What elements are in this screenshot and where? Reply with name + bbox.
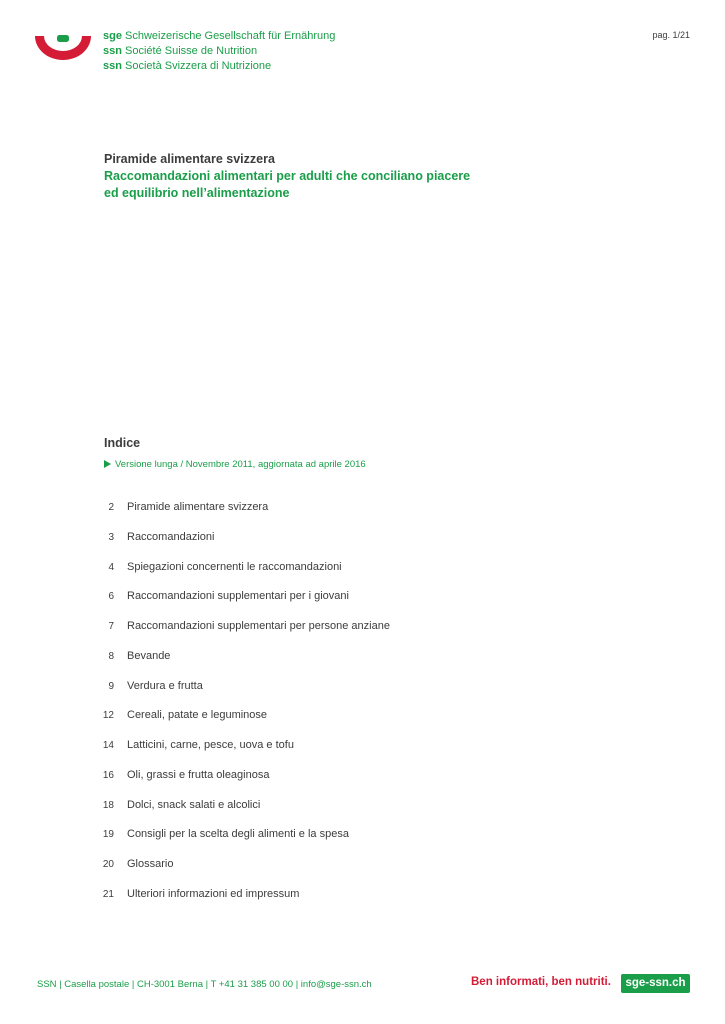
- toc-entry[interactable]: [90, 709, 390, 739]
- toc-label: Oli, grassi e frutta oleaginosa: [127, 768, 270, 781]
- page-number: pag. 1/21: [652, 30, 690, 40]
- toc-page-number: 12: [102, 710, 114, 722]
- toc-entry[interactable]: [90, 828, 390, 858]
- toc-page-number: 4: [108, 561, 114, 573]
- toc-label: Latticini, carne, pesce, uova e tofu: [127, 739, 294, 752]
- footer-slogan: Ben informati, ben nutriti.: [471, 976, 611, 988]
- toc-entry[interactable]: [90, 590, 390, 620]
- toc-entry[interactable]: [90, 888, 390, 918]
- toc-label: Cereali, patate e leguminose: [127, 709, 268, 722]
- toc-label: Raccomandazioni: [127, 530, 215, 543]
- document-subtitle: Raccomandazioni alimentari per adulti che conciliano piacere ed equilibrio nell’alimentazione: [104, 169, 471, 200]
- sge-logo-icon: [33, 32, 93, 62]
- toc-entry[interactable]: [90, 799, 390, 829]
- organization-names: [103, 29, 335, 74]
- toc-page-number: 9: [108, 680, 114, 692]
- toc-label: Spiegazioni concernenti le raccomandazioni: [127, 560, 342, 573]
- website-badge[interactable]: sge-ssn.ch: [621, 974, 690, 993]
- document-title: Piramide alimentare svizzera: [104, 152, 275, 166]
- toc-entry[interactable]: [90, 620, 390, 650]
- toc-page-number: 20: [102, 859, 114, 871]
- toc-entry[interactable]: [90, 561, 390, 591]
- version-link[interactable]: Versione lunga / Novembre 2011, aggiornata ad aprile 2016: [104, 459, 366, 470]
- toc-label: Dolci, snack salati e alcolici: [127, 798, 261, 811]
- org-line-de: sge Schweizerische Gesellschaft für Ernährung: [103, 30, 336, 42]
- toc-label: Consigli per la scelta degli alimenti e la spesa: [127, 828, 349, 841]
- document-title-block: [104, 151, 484, 202]
- toc-page-number: 7: [108, 621, 114, 633]
- footer-contact: SSN | Casella postale | CH-3001 Berna | T +41 31 385 00 00 | info@sge-ssn.ch: [37, 979, 372, 990]
- toc-page-number: 8: [108, 650, 114, 662]
- toc-page-number: 16: [102, 769, 114, 781]
- toc-entry[interactable]: [90, 501, 390, 531]
- org-line-it: ssn Società Svizzera di Nutrizione: [103, 60, 272, 72]
- toc-label: Piramide alimentare svizzera: [127, 501, 269, 513]
- play-triangle-icon: [104, 460, 111, 468]
- toc-entry[interactable]: [90, 650, 390, 680]
- toc-label: Bevande: [127, 649, 171, 662]
- toc-label: Ulteriori informazioni ed impressum: [127, 887, 300, 900]
- toc-page-number: 6: [108, 591, 114, 603]
- toc-page-number: 21: [102, 888, 114, 900]
- index-heading: Indice: [104, 436, 141, 450]
- toc-page-number: 3: [108, 531, 114, 543]
- toc-entry[interactable]: [90, 739, 390, 769]
- table-of-contents: [90, 501, 390, 918]
- org-line-fr: ssn Société Suisse de Nutrition: [103, 45, 258, 57]
- toc-label: Glossario: [127, 858, 174, 871]
- toc-page-number: 18: [102, 799, 114, 811]
- toc-page-number: 19: [102, 829, 114, 841]
- toc-label: Raccomandazioni supplementari per i giovani: [127, 590, 349, 603]
- toc-entry[interactable]: [90, 680, 390, 710]
- toc-entry[interactable]: [90, 531, 390, 561]
- toc-entry[interactable]: [90, 858, 390, 888]
- toc-label: Raccomandazioni supplementari per persone anziane: [127, 620, 390, 633]
- toc-label: Verdura e frutta: [127, 679, 203, 692]
- toc-entry[interactable]: [90, 769, 390, 799]
- toc-page-number: 14: [102, 740, 114, 752]
- toc-page-number: 2: [108, 502, 114, 513]
